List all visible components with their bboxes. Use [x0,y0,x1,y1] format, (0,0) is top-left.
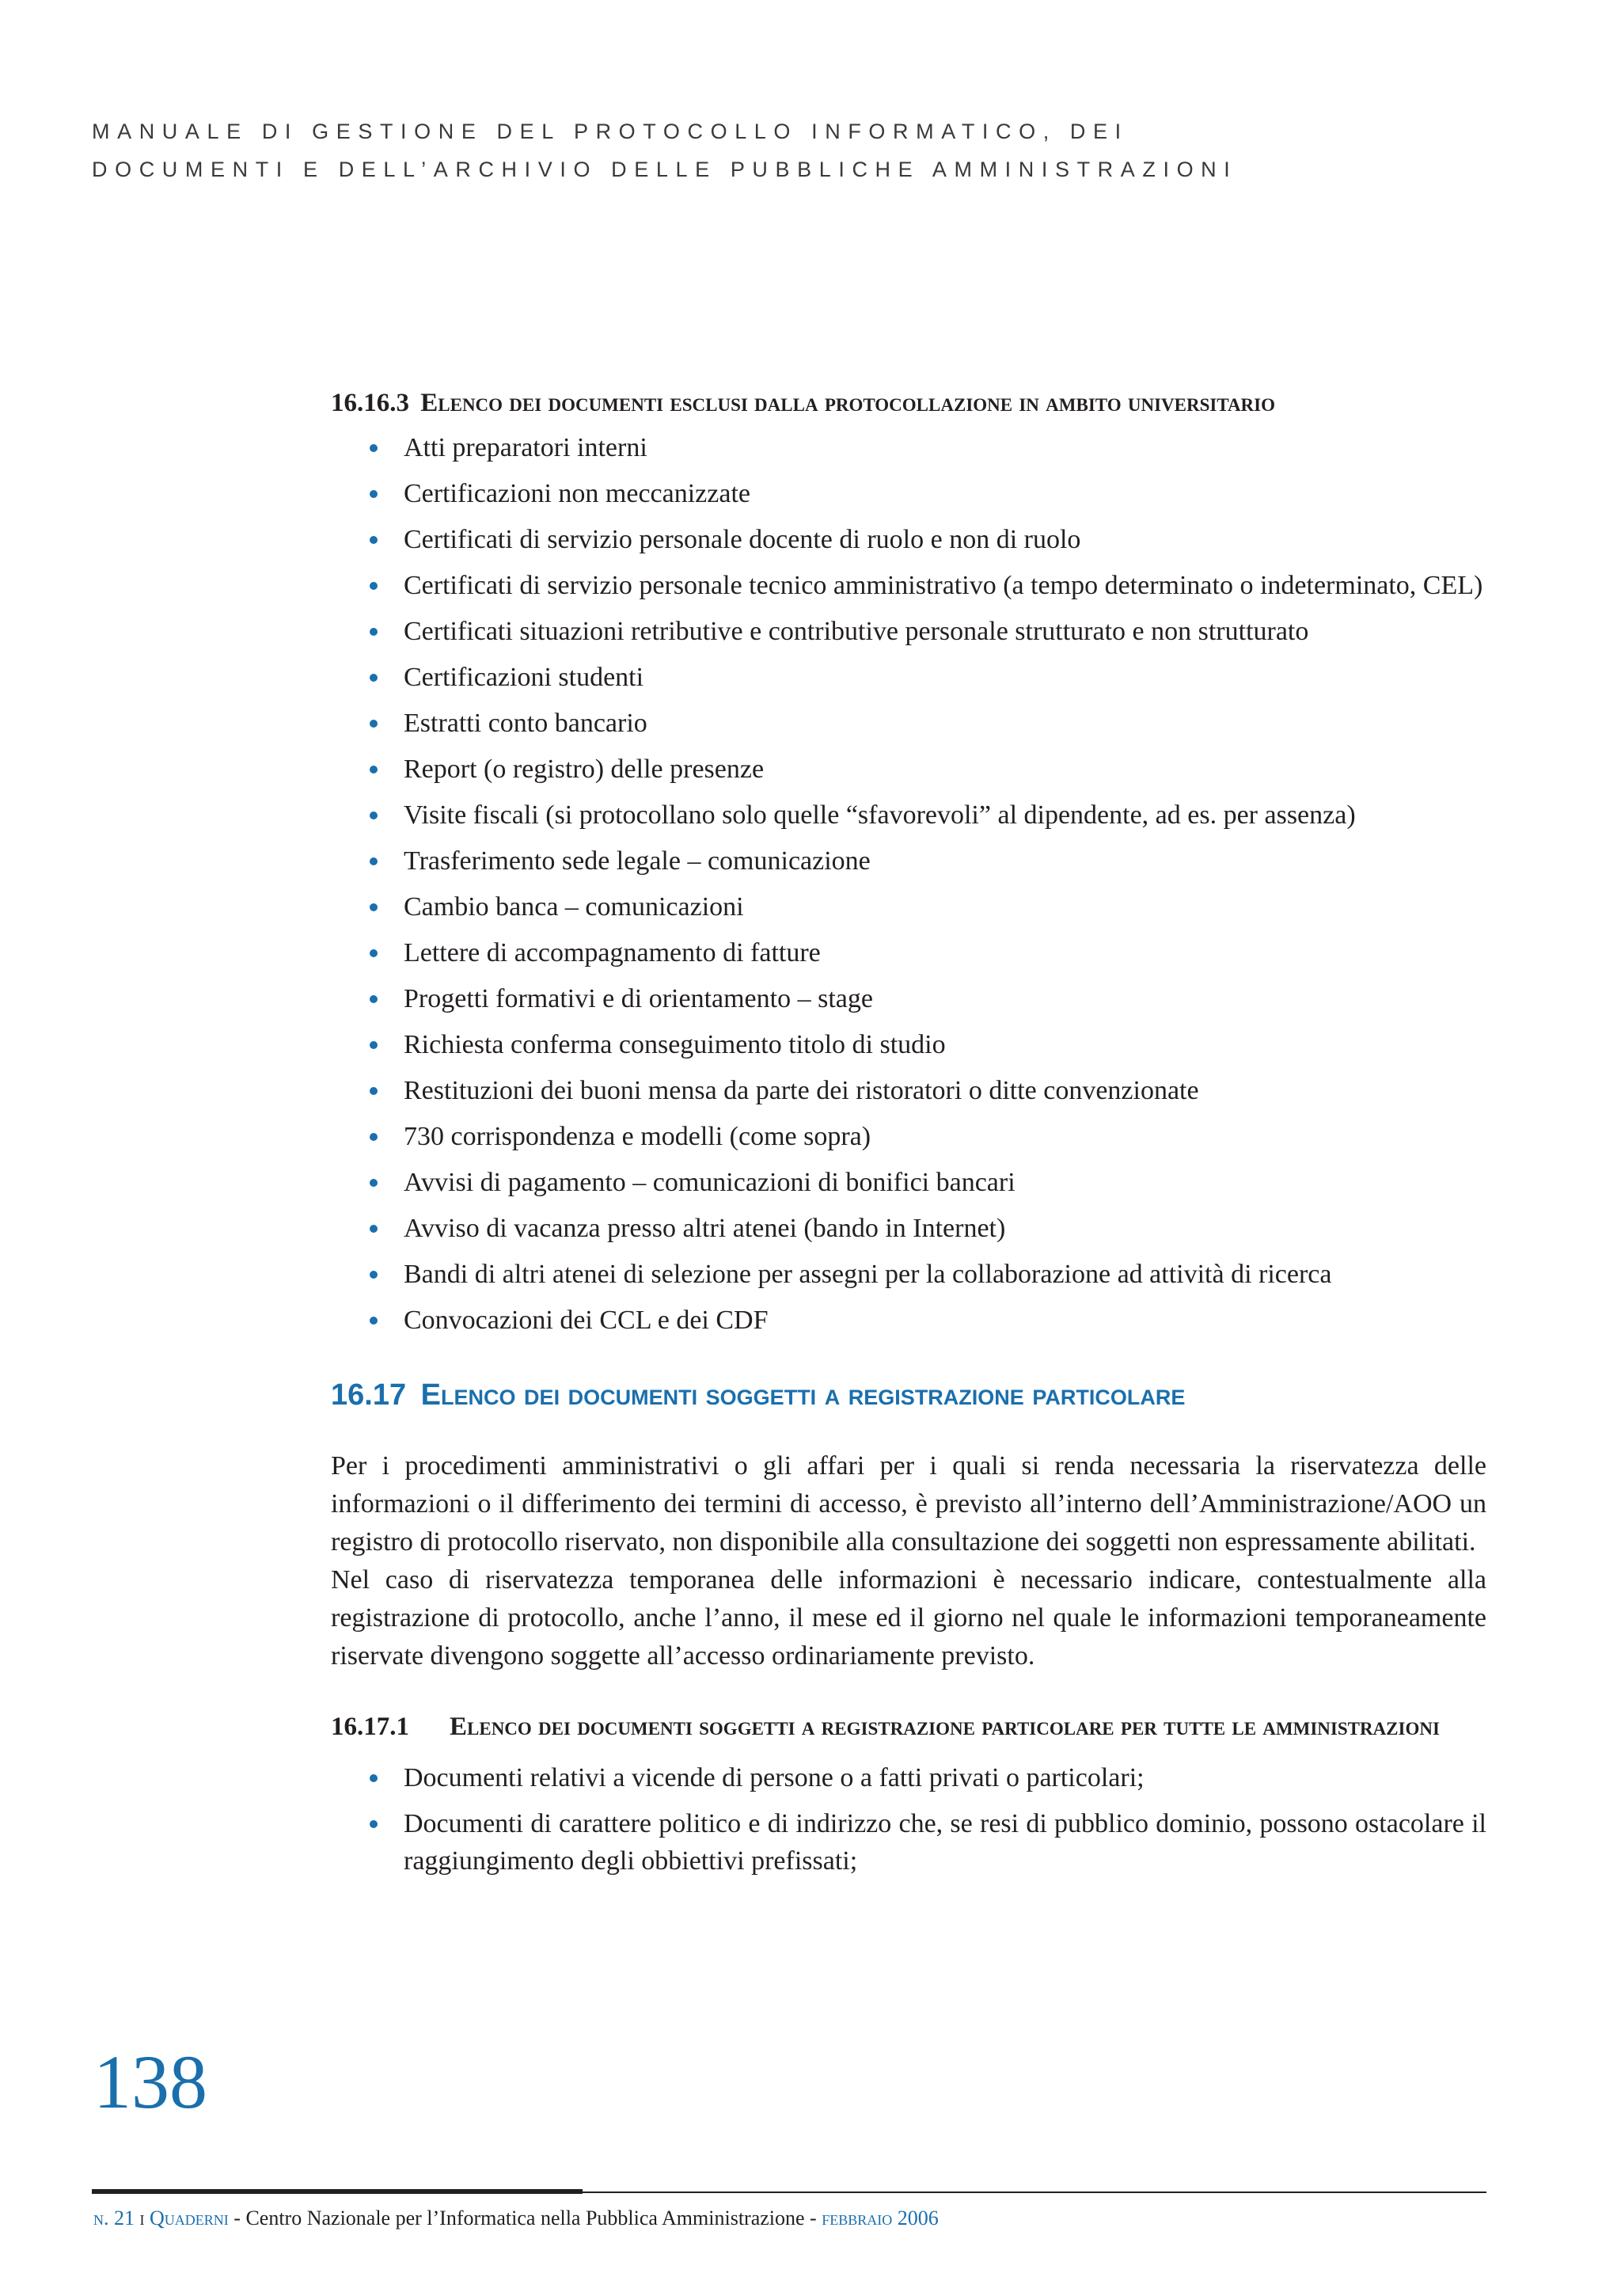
excluded-documents-list [331,429,1486,1339]
list-item [331,1210,1486,1247]
bullet-icon [370,1225,378,1233]
section-paragraph-2: Nel caso di riservatezza temporanea delle informazioni è necessario indicare, contestualmente alla registrazione di protocollo, anche l’anno, il mese ed il giorno nel quale le informazioni temporaneamente riservate divengono soggette all’accesso ordinariamente previsto. [331,1565,1486,1671]
list-item-text: Certificati situazioni retributive e contributive personale strutturato e non strutturato [404,617,1309,646]
list-item-text: Certificazioni studenti [404,663,644,692]
bullet-icon [370,995,378,1003]
list-item-text: Progetti formativi e di orientamento – stage [404,984,873,1013]
bullet-icon [370,628,378,636]
list-item [331,1256,1486,1293]
bullet-icon [370,812,378,819]
bullet-icon [370,1271,378,1279]
bullet-icon [370,674,378,682]
list-item [331,475,1486,512]
section-number: 16.17 [331,1378,407,1412]
bullet-icon [370,903,378,911]
bullet-icon [370,1820,378,1828]
list-item-text: 730 corrispondenza e modelli (come sopra) [404,1122,871,1151]
running-head-line-2: DOCUMENTI E DELL’ARCHIVIO DELLE PUBBLICHE AMMINISTRAZIONI [92,158,1238,181]
bullet-icon [370,1087,378,1095]
running-head-line-1: MANUALE DI GESTIONE DEL PROTOCOLLO INFORMATICO, DEI [92,120,1129,143]
subsection-number: 16.17.1 [331,1712,409,1741]
section-title: Elenco dei documenti soggetti a registrazione particolare [420,1378,1186,1412]
list-item [331,1805,1486,1880]
list-item [331,659,1486,696]
section-paragraph-1: Per i procedimenti amministrativi o gli affari per i quali si renda necessaria la riservatezza delle informazioni o il differimento dei termini di accesso, è previsto all’interno dell’Amministrazione/AOO un registro di protocollo riservato, non disponibile alla consultazione dei soggetti non espressamente abilitati. [331,1451,1486,1557]
subsection-heading-16-16-3 [331,385,1486,421]
subsection-heading-16-17-1 [331,1709,1486,1745]
bullet-icon [370,1041,378,1049]
subsection-title: Elenco dei documenti esclusi dalla protocollazione in ambito universitario [420,389,1276,417]
bullet-icon [370,857,378,865]
footer-issue: n. 21 [93,2207,135,2229]
list-item [331,934,1486,971]
page-content [331,385,1486,1888]
list-item-text: Avvisi di pagamento – comunicazioni di bonifici bancari [404,1168,1015,1197]
bullet-icon [370,444,378,452]
subsection-title: Elenco dei documenti soggetti a registrazione particolare per tutte le amministrazioni [450,1712,1440,1741]
bullet-icon [370,536,378,544]
special-registration-list [331,1759,1486,1880]
list-item-text: Estratti conto bancario [404,709,647,738]
list-item [331,796,1486,834]
list-item [331,888,1486,926]
list-item [331,1072,1486,1109]
running-head [92,112,1485,188]
bullet-icon [370,1133,378,1141]
bullet-icon [370,582,378,590]
list-item-text: Richiesta conferma conseguimento titolo di studio [404,1030,946,1059]
list-item-text: Certificati di servizio personale tecnico amministrativo (a tempo determinato o indeterminato, CEL) [404,571,1483,600]
list-item-text: Report (o registro) delle presenze [404,755,765,784]
bullet-icon [370,720,378,728]
bullet-icon [370,490,378,498]
footer-publisher: Centro Nazionale per l’Informatica nella Pubblica Amministrazione [245,2207,805,2229]
page-number: 138 [93,2039,207,2124]
list-item-text: Trasferimento sede legale – comunicazione [404,846,871,876]
subsection-number: 16.16.3 [331,389,409,417]
list-item [331,980,1486,1017]
footer-dash: - [804,2207,822,2229]
list-item-text: Lettere di accompagnamento di fatture [404,938,821,967]
list-item-text: Documenti di carattere politico e di indirizzo che, se resi di pubblico dominio, possono ostacolare il raggiungimento degli obbiettivi prefissati; [404,1809,1486,1876]
list-item [331,842,1486,880]
list-item-text: Visite fiscali (si protocollano solo quelle “sfavorevoli” al dipendente, ad es. per assenza) [404,800,1356,830]
list-item [331,1759,1486,1796]
list-item [331,613,1486,650]
footer-rule-accent [92,2189,583,2194]
list-item [331,705,1486,742]
footer-series: Quaderni [150,2207,229,2229]
footer-date: febbraio 2006 [822,2207,939,2229]
list-item-text: Certificazioni non meccanizzate [404,479,750,508]
list-item-text: Documenti relativi a vicende di persone o a fatti privati o particolari; [404,1763,1145,1792]
list-item-text: Restituzioni dei buoni mensa da parte dei ristoratori o ditte convenzionate [404,1076,1199,1105]
page-footer [93,2205,939,2232]
list-item-text: Bandi di altri atenei di selezione per assegni per la collaborazione ad attività di ricerca [404,1260,1332,1289]
bullet-icon [370,1179,378,1187]
bullet-icon [370,766,378,774]
list-item [331,1118,1486,1155]
list-item [331,1164,1486,1201]
list-item-text: Avviso di vacanza presso altri atenei (bando in Internet) [404,1214,1006,1243]
list-item [331,567,1486,604]
bullet-icon [370,1317,378,1325]
section-heading-16-17 [331,1374,1486,1416]
list-item-text: Atti preparatori interni [404,433,647,462]
list-item-text: Cambio banca – comunicazioni [404,892,744,922]
list-item-text: Certificati di servizio personale docente di ruolo e non di ruolo [404,525,1081,554]
list-item [331,751,1486,788]
footer-separator: i [139,2207,145,2229]
list-item [331,521,1486,558]
footer-rule [92,2191,1486,2193]
list-item-text: Convocazioni dei CCL e dei CDF [404,1306,769,1335]
list-item [331,1026,1486,1063]
footer-dash: - [228,2207,246,2229]
bullet-icon [370,949,378,957]
list-item [331,1302,1486,1339]
list-item [331,429,1486,466]
bullet-icon [370,1774,378,1782]
